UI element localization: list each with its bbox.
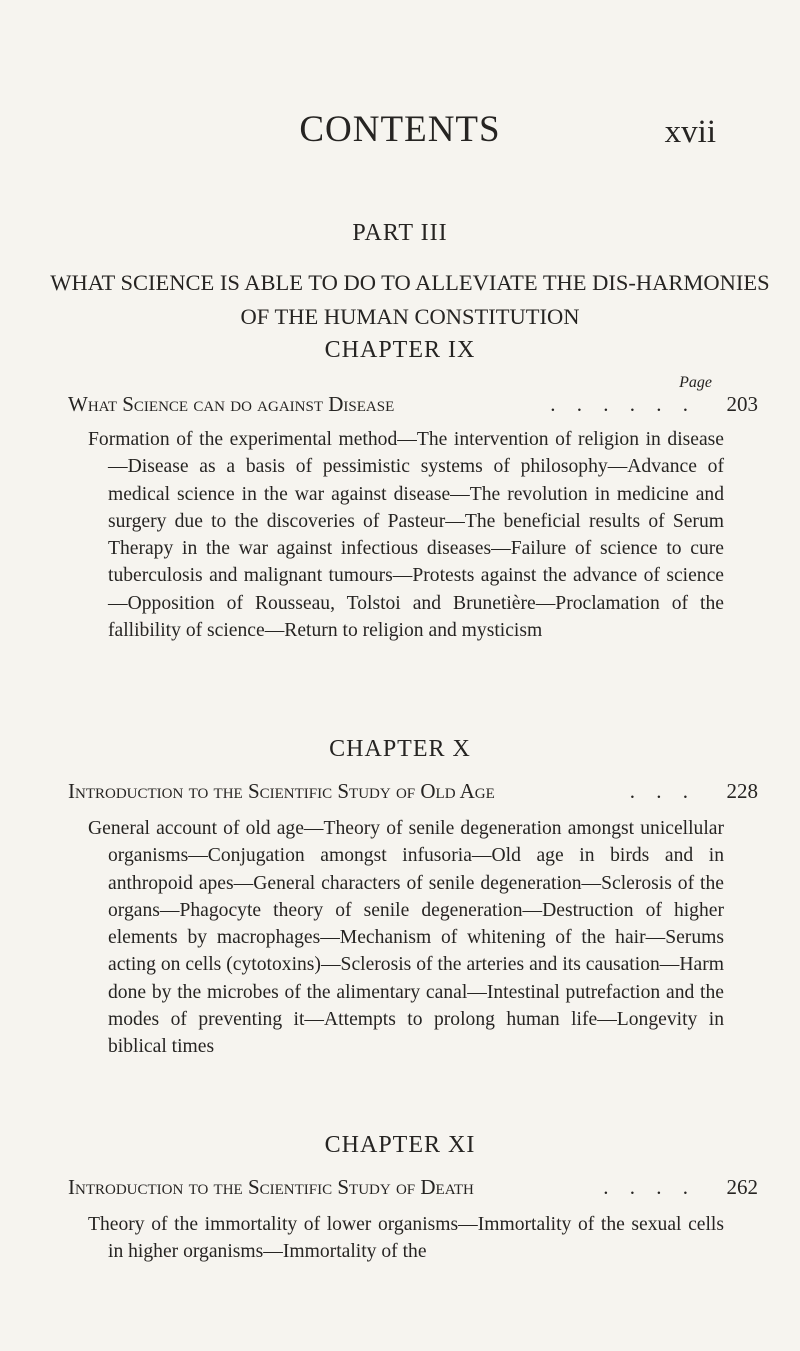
chapter-heading-ix: CHAPTER IX [324,337,476,363]
entry-page-number: 203 [726,392,758,416]
chapter-heading-x: CHAPTER X [329,736,471,762]
entry-page-number: 262 [726,1175,758,1199]
part-label: PART III [352,220,448,246]
chapter-summary-xi: Theory of the immortality of lower organisms—Immortality of the sexual cells in higher organisms—Immortality of the [88,1214,724,1263]
chapter-heading-xi: CHAPTER XI [324,1132,476,1158]
entry-title: Introduction to the Scientific Study of Old Age [68,779,495,803]
page-number: xvii [664,114,716,150]
part-title: WHAT SCIENCE IS ABLE TO DO TO ALLEVIATE THE DIS-HARMONIES OF THE HUMAN CONSTITUTION [50,270,770,329]
toc-entry-chapter-ix [68,392,758,426]
entry-title: What Science can do against Disease [68,392,395,416]
running-head-title: CONTENTS [299,109,501,150]
dot-leader: . . . . . . [550,392,696,416]
chapter-summary-x: General account of old age—Theory of senile degeneration amongst unicellular organisms—Conjugation amongst infusoria—Old age in birds and in anthropoid apes—General characters of senile degeneration—Sclerosis of the organs—Phagocyte theory of senile degeneration—Destruction of higher elements by macrophages—Mechanism of whitening of the hair—Serums acting on cells (cytotoxins)—Sclerosis of the arteries and its causation—Harm done by the microbes of the alimentary canal—Intestinal putrefaction and the modes of preventing it—Attempts to prolong human life—Longevity in biblical times [88,818,724,1058]
toc-entry-chapter-xi [68,1175,758,1209]
page-column-label: Page [679,374,712,391]
dot-leader: . . . [629,779,696,803]
running-head [0,100,800,160]
dot-leader: . . . . [603,1175,696,1199]
chapter-summary-ix: Formation of the experimental method—The intervention of religion in disease—Disease as a basis of pessimistic systems of philosophy—Advance of medical science in the war against disease—The revolution in medicine and surgery due to the discoveries of Pasteur—The beneficial results of Serum Therapy in the war against infectious diseases—Failure of science to cure tuberculosis and malignant tumours—Protests against the advance of science—Opposition of Rousseau, Tolstoi and Brunetière—Proclamation of the fallibility of science—Return to religion and mysticism [88,429,724,642]
entry-title: Introduction to the Scientific Study of Death [68,1175,474,1199]
entry-page-number: 228 [726,779,758,803]
toc-entry-chapter-x [68,779,758,813]
